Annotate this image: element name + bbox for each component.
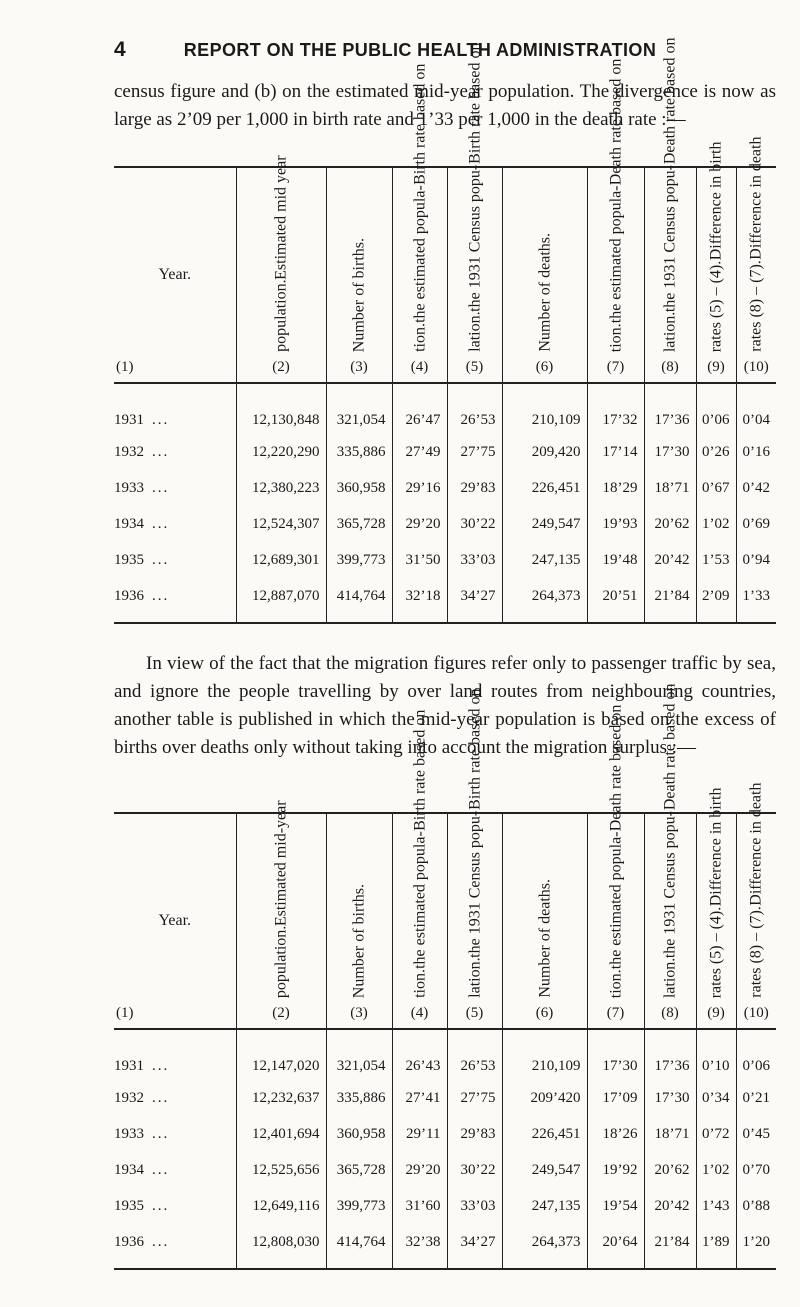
table-cell: 414,764 [326,1224,392,1269]
table-cell: 12,380,223 [236,470,326,506]
table-cell: 30’22 [447,1152,502,1188]
table-cell: 17’30 [587,1029,644,1080]
table-cell: 335,886 [326,1080,392,1116]
column-number: (1) [116,359,134,375]
column-header [326,813,392,1029]
table-cell: 0’94 [736,542,776,578]
column-header-label: Death rate based on the estimated popula- tion. [607,58,624,352]
table-header-row [114,167,776,383]
column-header-label: Difference in death rates (8) – (7). [747,137,765,352]
table-cell: 21’84 [644,578,696,623]
table-cell: 20’42 [644,542,696,578]
table-cell: 0’21 [736,1080,776,1116]
table-cell: 17’14 [587,434,644,470]
column-number: (9) [707,359,725,375]
table-cell: 17’30 [644,1080,696,1116]
table-cell: 249,547 [502,1152,587,1188]
table-cell: 0’06 [696,383,736,434]
column-header [392,64,447,383]
running-head: REPORT ON THE PUBLIC HEALTH ADMINISTRATION [183,40,657,60]
table-cell: 17’30 [644,434,696,470]
table-row [114,1224,776,1269]
table-cell: 18’71 [644,1116,696,1152]
column-number: (7) [606,1005,625,1021]
table-cell: 31’50 [392,542,447,578]
table-row [114,383,776,434]
table-cell: 33’03 [447,1188,502,1224]
table-cell: 29’83 [447,1116,502,1152]
column-header-label: Number of deaths. [536,233,553,352]
column-header [502,167,587,383]
migration-paragraph: In view of the fact that the migration figures refer only to passenger traffic by sea, and ignore the people travelling by over land routes from neighbouring countries, another table is published in which the mid-year population is based on the excess of births over deaths only without taking into account the migration surplus :— [114,653,776,758]
column-header-label: Year. [158,266,192,283]
column-header-label: Death rate based on the 1931 Census popu- lation. [661,37,679,352]
page-header [0,38,800,68]
table-cell: 1’43 [696,1188,736,1224]
table-cell: 0’26 [696,434,736,470]
column-number: (8) [661,1005,679,1021]
column-header [502,813,587,1029]
table-cell: 0’70 [736,1152,776,1188]
table-cell: 12,232,637 [236,1080,326,1116]
column-number: (4) [410,1005,429,1021]
table-cell: 20’42 [644,1188,696,1224]
table-cell: 12,649,116 [236,1188,326,1224]
table-cell: 226,451 [502,470,587,506]
table-cell: 1’89 [696,1224,736,1269]
table-cell: 29’20 [392,1152,447,1188]
table-cell: 2’09 [696,578,736,623]
column-header [696,141,736,383]
column-header-label: Birth rate based on the estimated popula- tion. [411,710,428,998]
table-cell: 1’02 [696,506,736,542]
table-cell: 1’53 [696,542,736,578]
year-cell: 1933 ... [114,479,170,496]
year-cell: 1931 ... [114,1057,170,1074]
column-number: (3) [350,359,368,375]
table-cell: 29’16 [392,470,447,506]
table-row [114,1152,776,1188]
year-cell: 1933 ... [114,1125,170,1142]
column-number: (6) [535,359,554,375]
column-number: (10) [743,359,769,375]
year-cell: 1936 ... [114,578,236,623]
year-cell: 1936 ... [114,1224,236,1269]
year-cell: 1931 ... [114,411,170,428]
column-number: (5) [465,1005,484,1021]
table-cell: 209’420 [502,1080,587,1116]
column-number: (4) [410,359,429,375]
table-cell: 0’16 [736,434,776,470]
table-cell: 20’64 [587,1224,644,1269]
column-header-label: Death rate based on the 1931 Census popu- lation. [661,683,679,998]
table-cell: 12,401,694 [236,1116,326,1152]
table-cell: 0’06 [736,1029,776,1080]
table-cell: 335,886 [326,434,392,470]
column-number: (8) [661,359,679,375]
column-header [392,710,447,1029]
table-cell: 0’67 [696,470,736,506]
table-cell: 17’09 [587,1080,644,1116]
table-cell: 27’41 [392,1080,447,1116]
table-cell: 209,420 [502,434,587,470]
column-number: (7) [606,359,625,375]
column-header-label: Estimated mid-year population. [272,799,290,998]
table-cell: 27’75 [447,1080,502,1116]
column-header [644,683,696,1029]
table-cell: 30’22 [447,506,502,542]
column-number: (5) [465,359,484,375]
page-number: 4 [114,38,126,61]
column-header [447,43,502,383]
column-number: (10) [743,1005,769,1021]
table-cell: 399,773 [326,1188,392,1224]
table-cell: 12,130,848 [236,383,326,434]
table-row [114,434,776,470]
table-cell: 321,054 [326,383,392,434]
column-header [326,167,392,383]
table-cell: 365,728 [326,506,392,542]
table-row [114,1080,776,1116]
table-row [114,1116,776,1152]
table-cell: 27’75 [447,434,502,470]
year-cell: 1932 ... [114,443,170,460]
column-number: (9) [707,1005,725,1021]
column-header [736,783,776,1029]
table-cell: 18’71 [644,470,696,506]
table-cell: 399,773 [326,542,392,578]
column-header [644,37,696,383]
table-cell: 21’84 [644,1224,696,1269]
table-cell: 29’11 [392,1116,447,1152]
column-header-label: Number of births. [350,237,368,352]
table-cell: 20’62 [644,506,696,542]
table-cell: 0’72 [696,1116,736,1152]
table-cell: 19’54 [587,1188,644,1224]
table-cell: 210,109 [502,1029,587,1080]
table-cell: 17’36 [644,1029,696,1080]
column-header-label: Year. [158,912,192,929]
intro-paragraph: census figure and (b) on the estimated mid-year population. The divergence is now as large as 2’09 per 1,000 in birth rate and 1’33 per 1,000 in the death rate :— [114,81,776,130]
year-cell: 1932 ... [114,1089,170,1106]
table-cell: 12,525,656 [236,1152,326,1188]
table-cell: 12,220,290 [236,434,326,470]
column-header [236,799,326,1029]
table-cell: 12,524,307 [236,506,326,542]
table-cell: 17’32 [587,383,644,434]
column-header [696,787,736,1029]
year-cell: 1935 ... [114,551,170,568]
column-number: (1) [116,1005,134,1021]
table-cell: 0’34 [696,1080,736,1116]
table-cell: 12,147,020 [236,1029,326,1080]
table-row [114,578,776,623]
column-header [447,689,502,1029]
year-cell: 1935 ... [114,1197,170,1214]
table-cell: 264,373 [502,578,587,623]
table-cell: 26’53 [447,383,502,434]
table-row [114,470,776,506]
table-row [114,1029,776,1080]
table-header-row [114,813,776,1029]
table-cell: 29’83 [447,470,502,506]
column-header-label: Number of deaths. [536,879,553,998]
table-cell: 19’92 [587,1152,644,1188]
table-cell: 20’51 [587,578,644,623]
year-cell: 1934 ... [114,515,170,532]
year-cell: 1934 ... [114,1161,170,1178]
table-cell: 414,764 [326,578,392,623]
table-cell: 12,689,301 [236,542,326,578]
table-cell: 360,958 [326,470,392,506]
table-cell: 12,887,070 [236,578,326,623]
table-cell: 26’53 [447,1029,502,1080]
table-cell: 26’47 [392,383,447,434]
column-header [587,704,644,1029]
column-header [736,137,776,383]
table-cell: 18’29 [587,470,644,506]
table-cell: 360,958 [326,1116,392,1152]
table-cell: 1’20 [736,1224,776,1269]
table-cell: 19’48 [587,542,644,578]
table-cell: 226,451 [502,1116,587,1152]
table-cell: 1’33 [736,578,776,623]
column-number: (2) [272,1005,290,1021]
table-cell: 264,373 [502,1224,587,1269]
column-header-label: Number of births. [350,883,368,998]
table-cell: 0’69 [736,506,776,542]
table-row [114,542,776,578]
column-header-label: Birth rate based on the 1931 Census popu- lation. [466,689,483,998]
column-header [114,167,236,383]
table-cell: 20’62 [644,1152,696,1188]
table-cell: 26’43 [392,1029,447,1080]
column-header-label: Difference in birth rates (5) – (4). [707,141,725,352]
column-header [587,58,644,383]
table-row [114,506,776,542]
column-header [236,155,326,383]
table-cell: 321,054 [326,1029,392,1080]
table-cell: 27’49 [392,434,447,470]
table-cell: 247,135 [502,1188,587,1224]
column-header-label: Estimated mid year population. [272,155,290,352]
column-header-label: Difference in birth rates (5) – (4). [707,787,725,998]
table-cell: 249,547 [502,506,587,542]
table-cell: 34’27 [447,578,502,623]
column-number: (2) [272,359,290,375]
table-cell: 0’88 [736,1188,776,1224]
table-cell: 1’02 [696,1152,736,1188]
table-cell: 0’10 [696,1029,736,1080]
table-cell: 247,135 [502,542,587,578]
column-header-label: Difference in death rates (8) – (7). [747,783,765,998]
table-cell: 0’42 [736,470,776,506]
table-cell: 31’60 [392,1188,447,1224]
column-header-label: Birth rate based on the 1931 Census popu- lation. [466,43,483,352]
table-cell: 18’26 [587,1116,644,1152]
table-cell: 19’93 [587,506,644,542]
column-header [114,813,236,1029]
table-cell: 34’27 [447,1224,502,1269]
table-cell: 210,109 [502,383,587,434]
table-cell: 32’18 [392,578,447,623]
table-cell: 33’03 [447,542,502,578]
table-cell: 365,728 [326,1152,392,1188]
table-cell: 0’45 [736,1116,776,1152]
table-cell: 29’20 [392,506,447,542]
column-number: (6) [535,1005,554,1021]
table-cell: 12,808,030 [236,1224,326,1269]
table-row [114,1188,776,1224]
table-cell: 32’38 [392,1224,447,1269]
table-cell: 0’04 [736,383,776,434]
column-header-label: Birth rate based on the estimated popula- tion. [411,64,428,352]
column-header-label: Death rate based on the estimated popula- tion. [607,704,624,998]
column-number: (3) [350,1005,368,1021]
table-cell: 17’36 [644,383,696,434]
